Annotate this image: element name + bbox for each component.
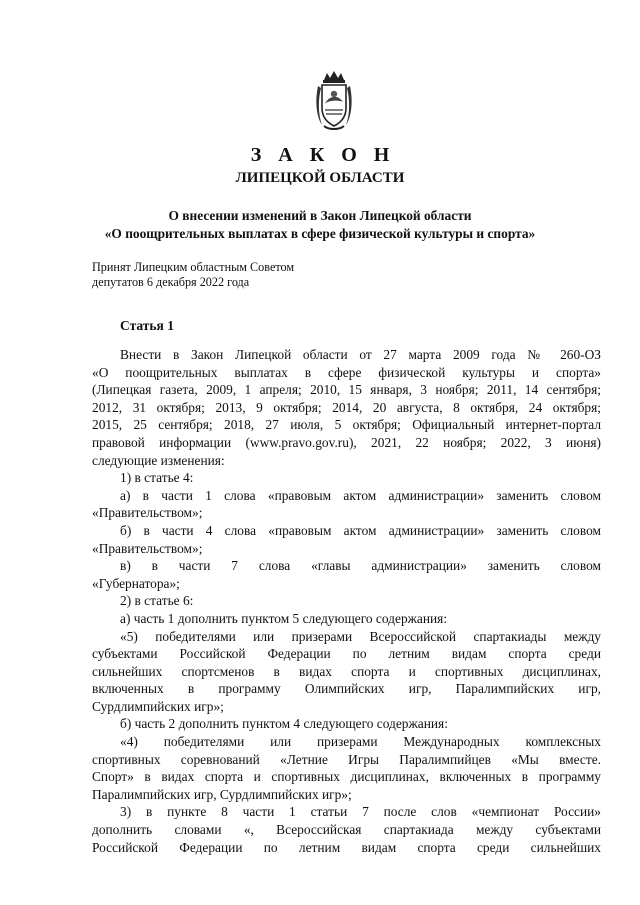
body-line: Паралимпийских игр, Сурдлимпийских игр»;: [92, 786, 352, 802]
body-line: включенных в программу Олимпийских игр, Паралимпийских игр,: [92, 681, 601, 697]
body-line: Внести в Закон Липецкой области от 27 марта 2009 года № 260-ОЗ: [120, 347, 601, 362]
coat-of-arms-emblem: [314, 70, 354, 132]
body-line: правовой информации (www.pravo.gov.ru), 2021, 22 ноября; 2022, 3 июня): [92, 434, 601, 450]
body-line: б) в части 4 слова «правовым актом администрации» заменить словом: [120, 522, 601, 538]
body-line: 2012, 31 октября; 2013, 9 октября; 2014, 20 августа, 8 октября, 24 октября;: [92, 399, 601, 415]
article-heading: Статья 1: [120, 318, 174, 333]
body-line: сильнейших спортсменов в видах спорта и спортивных дисциплинах,: [92, 663, 601, 679]
document-title: З А К О Н: [250, 144, 396, 166]
body-line: следующие изменения:: [92, 452, 225, 468]
body-line: субъектами Российской Федерации по летним видам спорта среди: [92, 646, 601, 662]
adoption-note-line-2: депутатов 6 декабря 2022 года: [92, 275, 250, 289]
body-line: (Липецкая газета, 2009, 1 апреля; 2010, 15 января, 3 ноября; 2011, 14 сентября;: [92, 382, 601, 398]
body-line: «4) победителями или призерами Международных комплексных: [120, 734, 601, 750]
body-line: Сурдлимпийских игр»;: [92, 698, 224, 714]
body-line: Российской Федерации по летним видам спорта среди сильнейших: [92, 839, 601, 855]
body-line: 1) в статье 4:: [120, 470, 194, 486]
body-line: «5) победителями или призерами Всероссийской спартакиады между: [120, 628, 601, 644]
body-line: «О поощрительных выплатах в сфере физической культуры и спорта»: [92, 364, 601, 380]
body-line: спортивных соревнований «Летние Игры Паралимпийцев «Мы вместе.: [92, 751, 601, 767]
body-line: а) часть 1 дополнить пунктом 5 следующего содержания:: [120, 610, 448, 626]
body-line: в) в части 7 слова «главы администрации» заменить словом: [120, 558, 601, 574]
body-line: б) часть 2 дополнить пунктом 4 следующего содержания:: [120, 716, 448, 732]
body-line: «Правительством»;: [92, 540, 203, 556]
document-region: ЛИПЕЦКОЙ ОБЛАСТИ: [235, 170, 405, 186]
adoption-note-line-1: Принят Липецким областным Советом: [92, 260, 295, 274]
body-line: 2) в статье 6:: [120, 593, 194, 609]
body-line: «Губернатора»;: [92, 575, 180, 591]
document-subtitle-line-2: «О поощрительных выплатах в сфере физической культуры и спорта»: [104, 226, 536, 241]
body-line: 2015, 25 сентября; 2018, 27 июля, 5 октября; Официальный интернет-портал: [92, 417, 601, 433]
body-line: дополнить словами «, Всероссийская спартакиада между субъектами: [92, 822, 601, 838]
body-line: а) в части 1 слова «правовым актом администрации» заменить словом: [120, 487, 601, 503]
body-line: 3) в пункте 8 части 1 статьи 7 после слов «чемпионат России»: [120, 804, 601, 820]
body-line: Спорт» в видах спорта и спортивных дисциплинах, включенных в программу: [92, 769, 601, 785]
document-subtitle-line-1: О внесении изменений в Закон Липецкой области: [168, 208, 472, 223]
article-body: [92, 346, 601, 856]
body-line: «Правительством»;: [92, 505, 203, 521]
